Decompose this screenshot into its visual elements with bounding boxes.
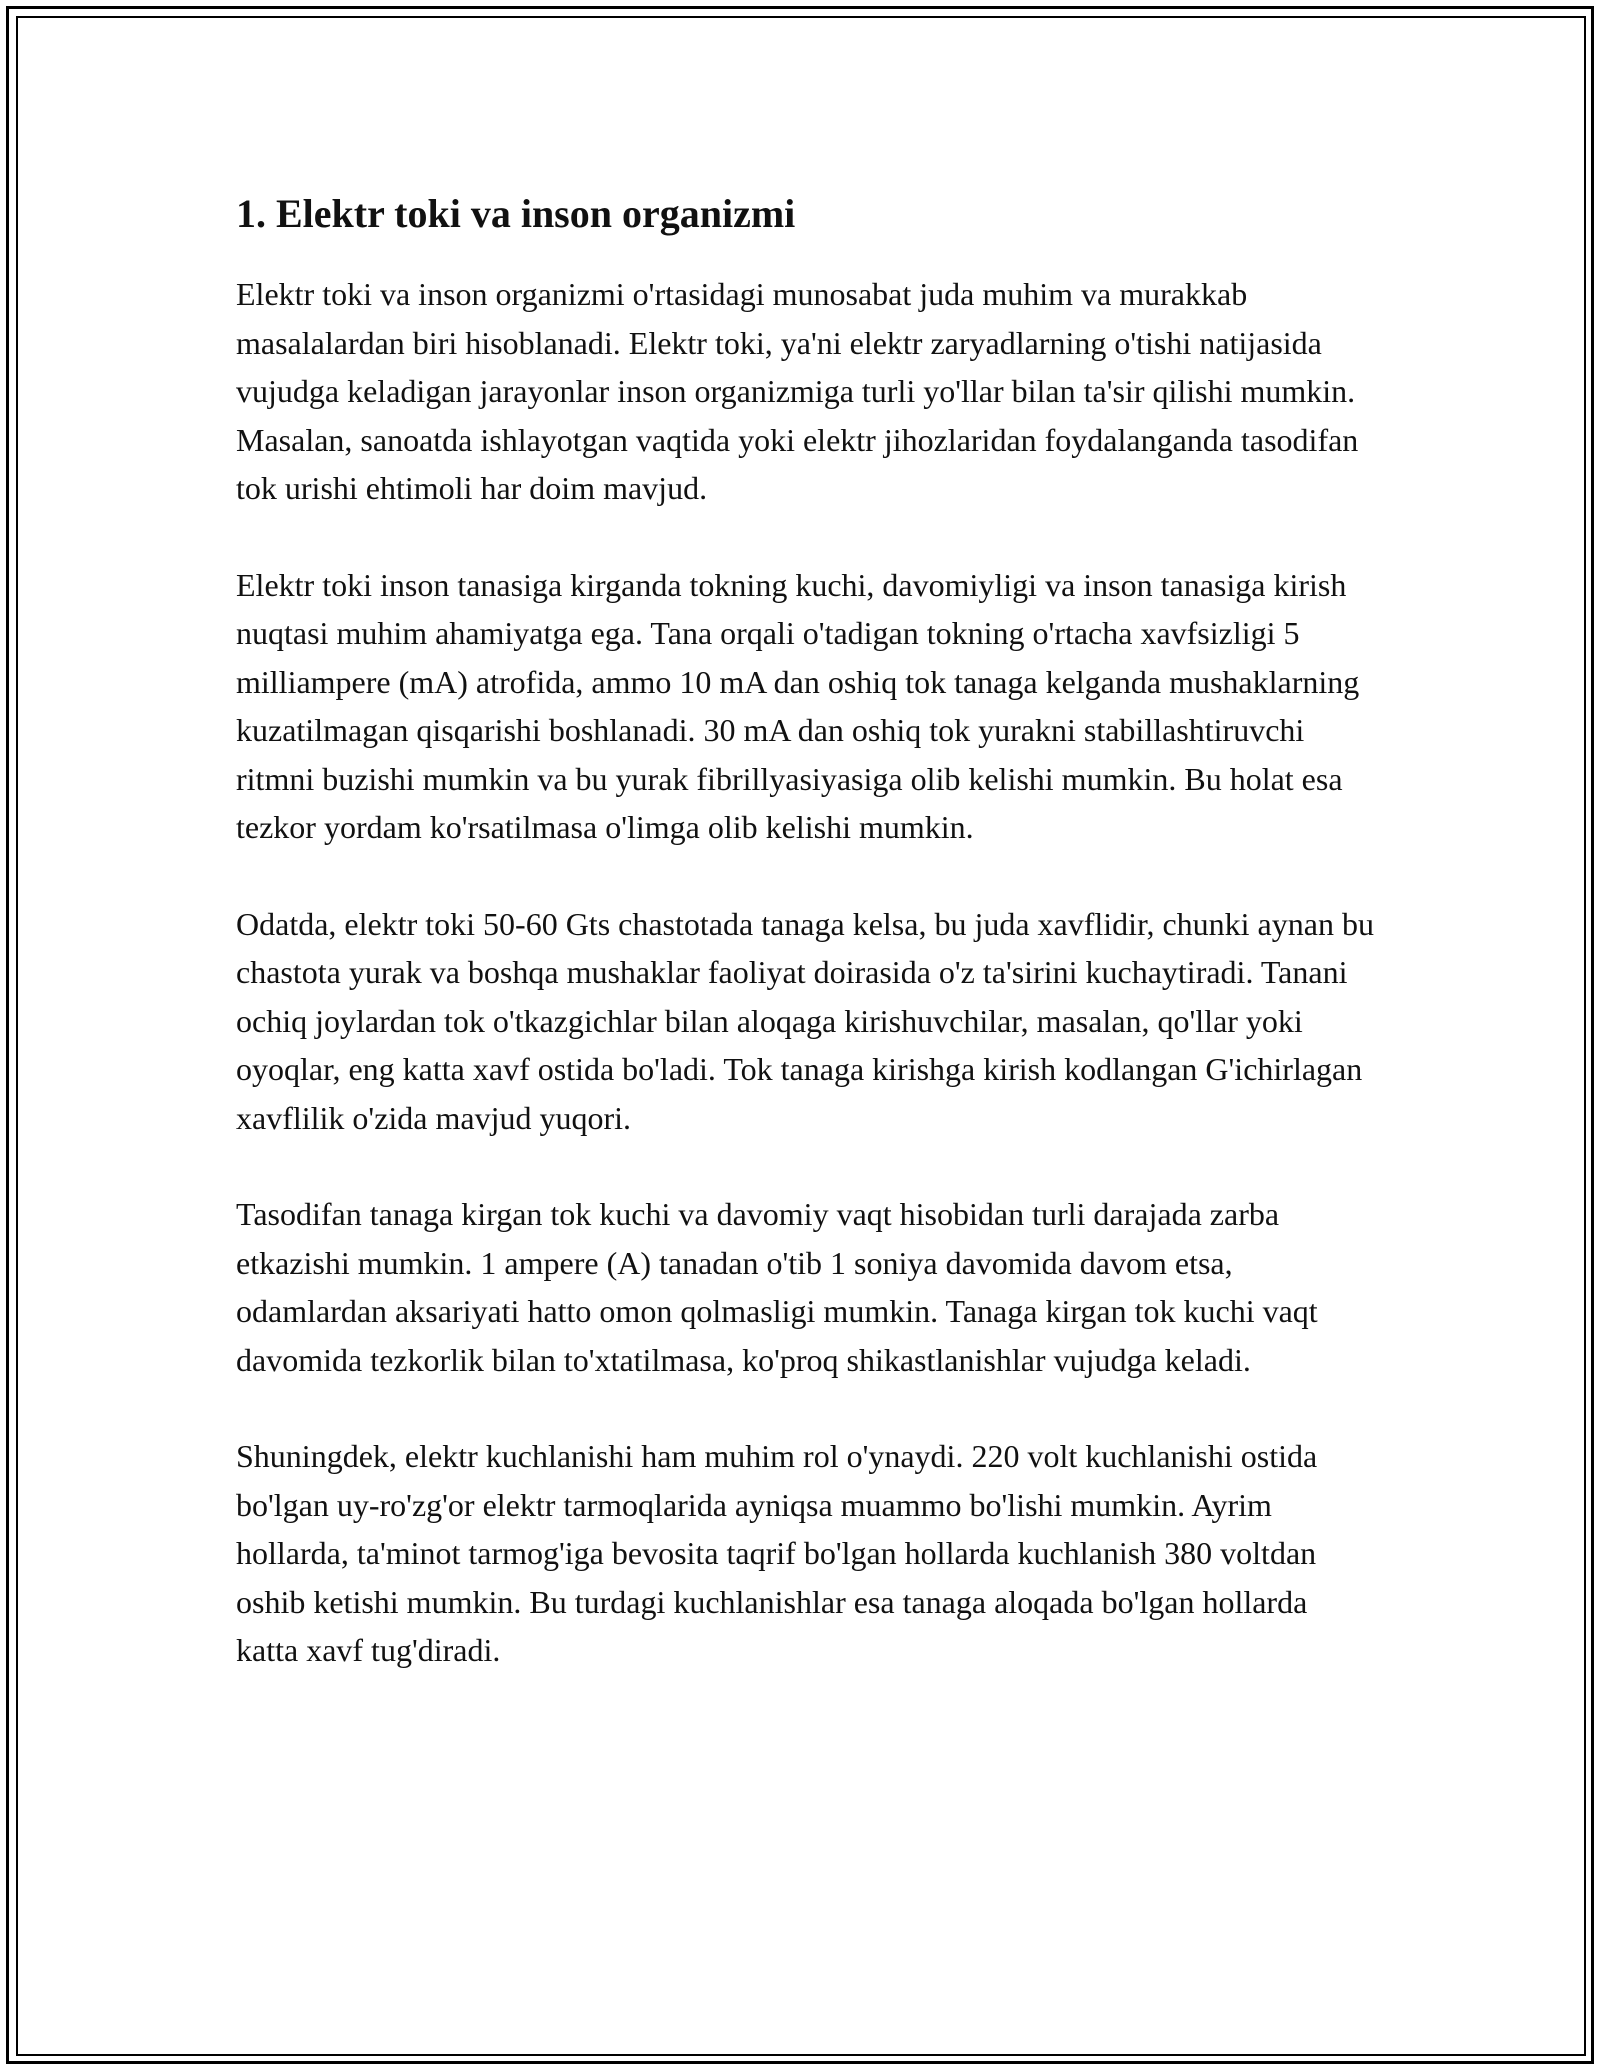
document-body: [236, 188, 1376, 1723]
paragraph-2: Elektr toki inson tanasiga kirganda tokning kuchi, davomiyligi va inson tanasiga kirish nuqtasi muhim ahamiyatga ega. Tana orqali o'tadigan tokning o'rtacha xavfsizligi 5 milliampere (mA) atrofida, ammo 10 mA dan oshiq tok tanaga kelganda mushaklarning kuzatilmagan qisqarishi boshlanadi. 30 mA dan oshiq tok yurakni stabillashtiruvchi ritmni buzishi mumkin va bu yurak fibrillyasiyasiga olib kelishi mumkin. Bu holat esa tezkor yordam ko'rsatilmasa o'limga olib kelishi mumkin.: [236, 566, 1360, 845]
paragraph-3: Odatda, elektr toki 50-60 Gts chastotada tanaga kelsa, bu juda xavflidir, chunki aynan bu chastota yurak va boshqa mushaklar faoliyat doirasida o'z ta'sirini kuchaytiradi. Tanani ochiq joylardan tok o'tkazgichlar bilan aloqaga kirishuvchilar, masalan, qo'llar yoki oyoqlar, eng katta xavf ostida bo'ladi. Tok tanaga kirishga kirish kodlangan G'ichirlagan xavflilik o'zida mavjud yuqori.: [236, 905, 1374, 1136]
section-heading: 1. Elektr toki va inson organizmi: [236, 191, 796, 236]
paragraph-4: Tasodifan tanaga kirgan tok kuchi va davomiy vaqt hisobidan turli darajada zarba etkazishi mumkin. 1 ampere (A) tanadan o'tib 1 soniya davomida davom etsa, odamlardan aksariyati hatto omon qolmasligi mumkin. Tanaga kirgan tok kuchi vaqt davomida tezkorlik bilan to'xtatilmasa, ko'proq shikastlanishlar vujudga keladi.: [236, 1196, 1318, 1378]
paragraph-5: Shuningdek, elektr kuchlanishi ham muhim rol o'ynaydi. 220 volt kuchlanishi ostida bo'lgan uy-ro'zg'or elektr tarmoqlarida ayniqsa muammo bo'lishi mumkin. Ayrim hollarda, ta'minot tarmog'iga bevosita taqrif bo'lgan hollarda kuchlanish 380 voltdan oshib ketishi mumkin. Bu turdagi kuchlanishlar esa tanaga aloqada bo'lgan hollarda katta xavf tug'diradi.: [236, 1438, 1318, 1668]
paragraph-1: Elektr toki va inson organizmi o'rtasidagi munosabat juda muhim va murakkab masalalardan biri hisoblanadi. Elektr toki, ya'ni elektr zaryadlarning o'tishi natijasida vujudga keladigan jarayonlar inson organizmiga turli yo'llar bilan ta'sir qilishi mumkin. Masalan, sanoatda ishlayotgan vaqtida yoki elektr jihozlaridan foydalanganda tasodifan tok urishi ehtimoli har doim mavjud.: [236, 276, 1359, 506]
